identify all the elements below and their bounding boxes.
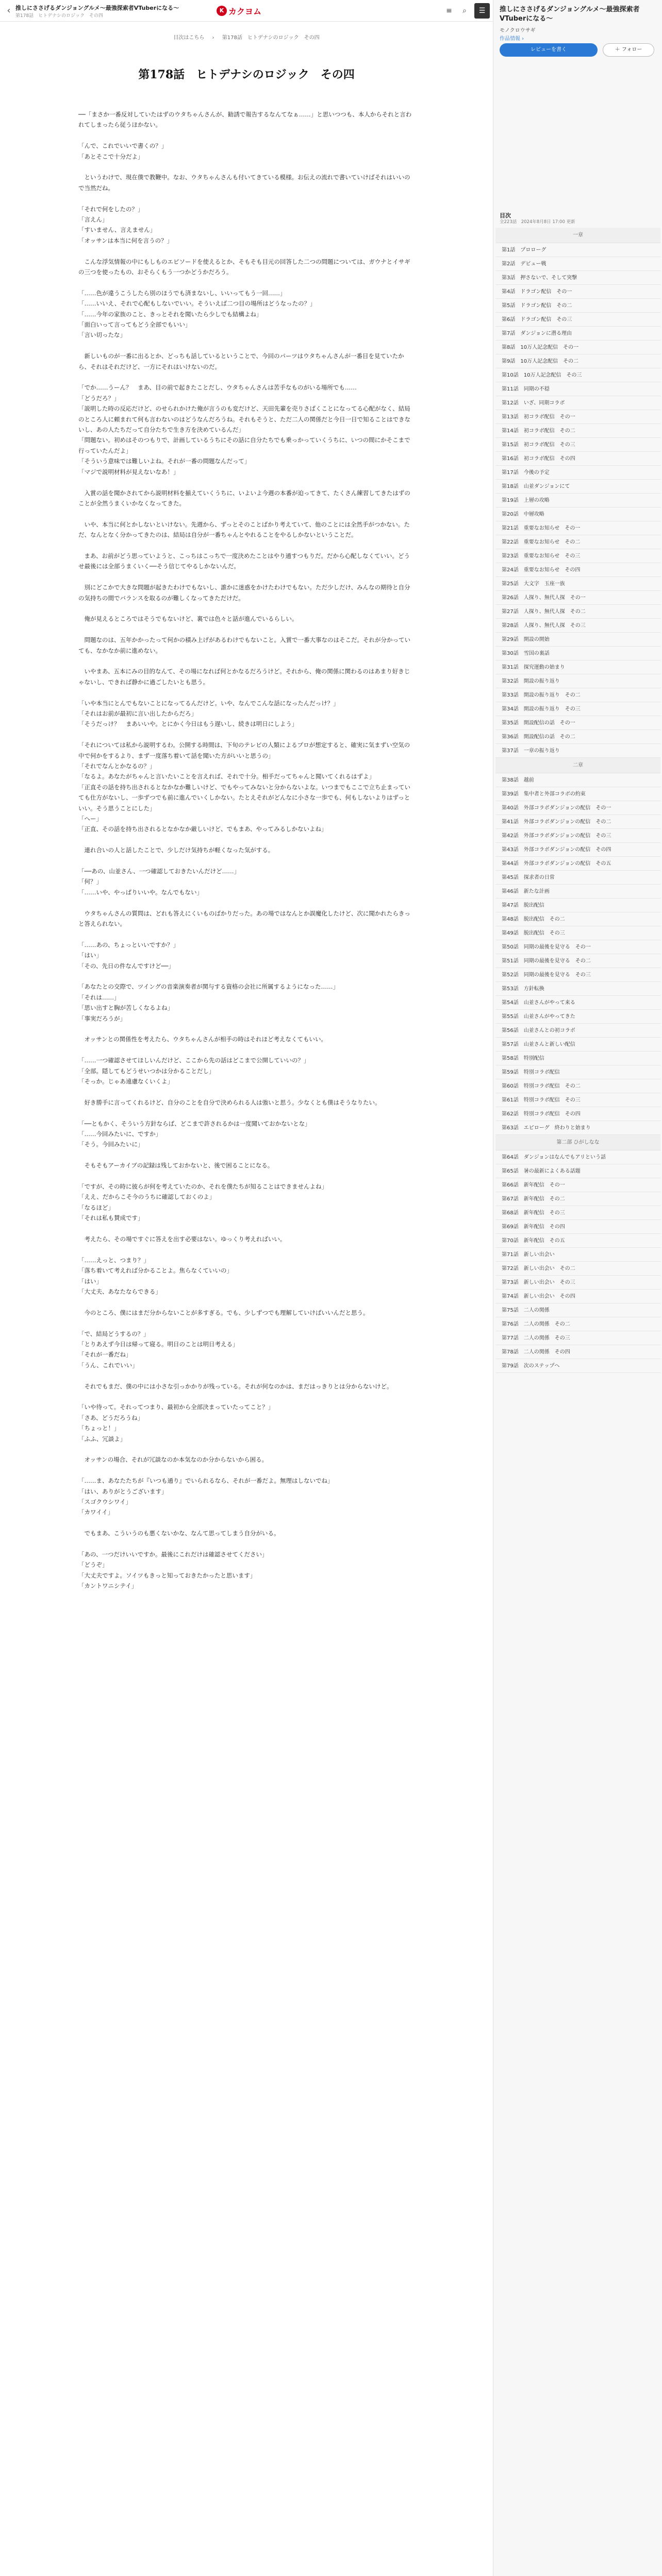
body-paragraph: 「その、先日の件なんですけど──」 (78, 962, 174, 970)
body-paragraph: 「あの、一つだけいいですか。最後にこれだけは確認させてください」 (78, 1551, 268, 1558)
body-paragraph: 俺が見えるところではそうでもないけど、裏では色々と話が進んでいるらしい。 (78, 615, 298, 623)
episode-body (78, 109, 415, 1591)
toc-episode-link[interactable]: 第50話 同期の最後を見守る その一 (495, 940, 660, 954)
body-paragraph: 「……えっと、つまり？」 (78, 1256, 150, 1264)
body-paragraph: 「面白いって言ってもどう全部でもいい」 (78, 321, 191, 329)
body-paragraph: 「んで、これでいいで書くの？」 (78, 142, 168, 150)
body-paragraph: 「いや待って。それってつまり、最初から全部決まっていたってこと？」 (78, 1403, 274, 1411)
toc-episode-link[interactable]: 第20話 中層攻略 (495, 507, 660, 521)
body-paragraph: 「なるほど」 (78, 1204, 114, 1211)
body-paragraph: 「はい」 (78, 1277, 102, 1285)
toc-episode-link[interactable]: 第61話 特別コラボ配信 その三 (495, 1093, 660, 1107)
body-paragraph (78, 341, 415, 351)
chevron-left-icon: ‹ (7, 5, 11, 16)
toc-episode-link[interactable]: 第31話 探究運動の始まり (495, 660, 660, 674)
body-paragraph (78, 1518, 415, 1528)
body-paragraph: 「スゴクウシワイ」 (78, 1498, 132, 1506)
body-paragraph: 「……一つ確認させてほしいんだけど、ここから先の話はどこまで公開していいの？」 (78, 1057, 310, 1064)
body-paragraph: 「言えん」 (78, 216, 108, 224)
body-paragraph (78, 1392, 415, 1402)
body-paragraph: 「さあ、どうだろうね」 (78, 1414, 144, 1421)
sidebar-work-info-link[interactable]: 作品情報 › (500, 36, 524, 42)
body-paragraph: 「正直、その話を持ち出されるとなかなか厳しいけど、でもまあ、やってみるしかないよね」 (78, 825, 327, 833)
body-paragraph (78, 246, 415, 256)
body-paragraph: 「はい」 (78, 952, 102, 959)
toc-episode-link[interactable]: 第35話 開設配信の話 その一 (495, 716, 660, 730)
body-paragraph: 「はい、ありがとうございます」 (78, 1487, 168, 1495)
body-paragraph: 「なるよ。あなたがちゃんと言いたいことを言えれば、それで十分。相手だってちゃんと聞いてくれるはずよ」 (78, 773, 375, 781)
body-paragraph (78, 572, 415, 582)
toc-episode-link[interactable]: 第66話 新年配信 その一 (495, 1178, 660, 1192)
toc-episode-link[interactable]: 第24話 重要なお知らせ その四 (495, 563, 660, 577)
body-paragraph (78, 971, 415, 981)
body-paragraph: いや、本当に何とかしないといけない。先週から、ずっとそのことばかり考えていて、他のことには全然手がつかない。ただ、なんとなく分かってきたのは、結局は自分が一番ちゃんとやれることをやるしかないということだ。 (78, 520, 410, 539)
toc-episode-link[interactable]: 第39話 集中者と外部コラボの約束 (495, 787, 660, 801)
body-paragraph: 「落ち着いて考えれば分かることよ。焦らなくていいの」 (78, 1267, 233, 1275)
toc-chapter-heading: 第二部 ひがしなな (495, 1135, 660, 1150)
toc-episode-link[interactable]: 第49話 脱出配信 その三 (495, 926, 660, 940)
breadcrumb-toc-link[interactable]: 目次はこちら (173, 35, 205, 41)
body-paragraph: 「それについては私から説明するわ。公開する時間は、下旬のテレビの人類によるプロが想定すると、確実に気まずい空気の中で何かをするより、まず一度落ち着いて話を聞いた方がいいと思うの」 (78, 741, 410, 759)
toc-episode-link[interactable]: 第74話 新しい出会い その四 (495, 1290, 660, 1303)
body-paragraph: 連れ合いの人と話したことで、少しだけ気持ちが軽くなった気がする。 (78, 846, 274, 854)
body-paragraph: いやまあ、五本にみの目的なんて、その場になれば何とかなるだろうけど。それから、俺の関係に関わるのはあまり好きじゃないし、できれば静かに過ごしたいとも思う。 (78, 668, 410, 686)
body-paragraph: 「大丈夫、あなたならできる」 (78, 1288, 161, 1296)
body-paragraph: 「……今年の家族のこと、きっとそれを聞いたら少しでも結構よね」 (78, 310, 262, 318)
body-paragraph (78, 856, 415, 866)
toc-episode-link[interactable]: 第40話 外部コラボダンジョンの配信 その一 (495, 801, 660, 815)
toc-episode-link[interactable]: 第2話 デビュー戦 (495, 257, 660, 271)
body-paragraph: 「……今回みたいに、ですか」 (78, 1130, 161, 1138)
body-paragraph: 「……いや、やっぱりいいや。なんでもない」 (78, 888, 203, 896)
body-paragraph: 「マジで説明材料が見えないなあ！」 (78, 468, 179, 476)
body-paragraph: ウタちゃんさんの質問は、どれも答えにくいものばかりだった。あの場ではなんとか誤魔化したけど、次に聞かれたらきっと答えられない。 (78, 909, 410, 927)
body-paragraph (78, 603, 415, 614)
body-paragraph (78, 130, 415, 141)
body-paragraph (78, 1244, 415, 1255)
body-paragraph (78, 730, 415, 740)
toc-episode-link[interactable]: 第56話 山並さんとの初コラボ (495, 1024, 660, 1038)
body-paragraph (78, 624, 415, 635)
toc-episode-link[interactable]: 第36話 開設配信の話 その二 (495, 730, 660, 744)
toc-episode-link[interactable]: 第7話 ダンジョンに潜る理由 (495, 327, 660, 341)
toc-episode-link[interactable]: 第8話 10万人記念配信 その一 (495, 341, 660, 354)
toc-episode-link[interactable]: 第69話 新年配信 その四 (495, 1220, 660, 1234)
body-paragraph (78, 835, 415, 845)
toc-episode-link[interactable]: 第13話 初コラボ配信 その一 (495, 410, 660, 424)
toc-episode-link[interactable]: 第6話 ドラゴン配信 その三 (495, 313, 660, 327)
body-paragraph: 「うん、これでいい」 (78, 1361, 138, 1369)
sidebar-author[interactable]: モノクロウサギ (500, 28, 536, 33)
body-paragraph: こんな浮気情報の中にもしものエピソードを使えるとか、そもそも目元の回答した二つの問題については、ガウナとイサギの三つを使ったもの、おそらくもう一つかどうかだろう。 (78, 258, 410, 276)
logo-mark-icon: K (217, 6, 227, 16)
body-paragraph: 別にどこかで大きな問題が起きたわけでもないし、誰かに迷惑をかけたわけでもない。ただ少しだけ、みんなの期待と自分の気持ちの間でバランスを取るのが難しくなってきただけだ。 (78, 584, 410, 602)
body-paragraph: 「どうだろ？」 (78, 394, 120, 402)
episode-subtitle: 第178話 ヒトデナシのロジック その四 (15, 13, 103, 19)
body-paragraph (78, 1045, 415, 1055)
toc-episode-link[interactable]: 第4話 ドラゴン配信 その一 (495, 285, 660, 299)
body-paragraph (78, 1370, 415, 1381)
body-paragraph (78, 1318, 415, 1328)
toc-episode-link[interactable]: 第15話 初コラボ配信 その三 (495, 438, 660, 452)
body-paragraph: 「ふふ、冗談よ」 (78, 1435, 126, 1443)
body-paragraph: それでもまだ、僕の中には小さな引っかかりが残っている。それが何なのかは、まだはっきりとは分からないけど。 (78, 1382, 393, 1390)
toc-episode-link[interactable]: 第55話 山並さんがやってきた (495, 1010, 660, 1024)
body-paragraph: 「それはお前が最初に言い出したからだろ」 (78, 709, 197, 717)
toc-episode-link[interactable]: 第52話 同期の最後を見守る その三 (495, 968, 660, 982)
episode-title: 第178話 ヒトデナシのロジック その四 (138, 68, 355, 81)
body-paragraph: そもそもアーカイブの記録は残しておかないと、後で困ることになる。 (78, 1162, 274, 1170)
toc-episode-link[interactable]: 第44話 外部コラボダンジョンの配信 その五 (495, 857, 660, 871)
body-paragraph: オッサンの場合、それが冗談なのか本気なのか分からないから困る。 (78, 1456, 268, 1464)
body-paragraph: 新しいものが一番に出るとか、どっちも話しているということで、今回のパーツはウタちゃんさんが一番目を見ていたから、それはそれだけど、一方にそれはいけないのだ。 (78, 352, 404, 370)
body-paragraph: 考えたら、その場ですぐに答えを出す必要はない。ゆっくり考えればいい。 (78, 1235, 286, 1243)
body-paragraph: 入賞の話を聞かされてから説明材料を揃えていくうちに、いよいよ今週の本番が迫ってきて、たくさん練習してきたはずのことが全然うまくいかなくなってきた。 (78, 489, 410, 507)
sidebar-toc-meta: 全223話 2024年8月8日 17:00 更新 (500, 219, 575, 225)
toc-episode-link[interactable]: 第3話 押さないで、そして突撃 (495, 271, 660, 285)
toc-episode-link[interactable]: 第34話 開設の振り返り その三 (495, 702, 660, 716)
toc-episode-link[interactable]: 第78話 二人の関係 その四 (495, 1345, 660, 1359)
toc-episode-link[interactable]: 第64話 ダンジョンはなんでもアリという話 (495, 1150, 660, 1164)
episode-list (495, 228, 660, 1373)
breadcrumb-current: 第178話 ヒトデナシのロジック その四 (222, 35, 320, 41)
body-paragraph: 「ええ、だからこそ今のうちに確認しておくのよ」 (78, 1193, 216, 1201)
toc-episode-link[interactable]: 第57話 山並さんと新しい配信 (495, 1038, 660, 1052)
menu-button[interactable] (474, 3, 490, 19)
back-button[interactable] (2, 4, 15, 18)
body-paragraph: まあ、お前がどう思っていようと、こっちはこっちで一度決めたことはやり通すつもりだ。だから心配しなくていい。どうせ最後には全部うまくいく──そう信じてやるしかないんだ。 (78, 552, 410, 570)
toc-episode-link[interactable]: 第25話 大文字 玉座一族 (495, 577, 660, 591)
body-paragraph (78, 1539, 415, 1549)
toc-episode-link[interactable]: 第45話 探求者の日常 (495, 871, 660, 885)
body-paragraph: 問題なのは、五年かかったって何かの積み上げがあるわけでもないこと。入賞で一番大事なのはそこだ。それが分かっていても、なかなか前に進めない。 (78, 636, 410, 654)
body-paragraph: 「とりあえず今日は帰って寝る。明日のことは明日考える」 (78, 1341, 239, 1348)
sidebar-toc-heading: 目次 (500, 212, 511, 219)
toc-episode-link[interactable]: 第53話 方針転換 (495, 982, 660, 996)
toc-episode-link[interactable]: 第46話 新たな計画 (495, 885, 660, 899)
toc-episode-link[interactable]: 第48話 脱出配信 その二 (495, 912, 660, 926)
toc-episode-link[interactable]: 第23話 重要なお知らせ その三 (495, 549, 660, 563)
search-icon[interactable]: ⌕ (462, 7, 467, 15)
sidebar-work-title[interactable]: 推しにささげるダンジョングルメ〜最強探索者VTuberになる〜 (500, 6, 640, 23)
logo-text: カクヨム (228, 6, 262, 16)
toc-episode-link[interactable]: 第10話 10万人記念配信 その三 (495, 368, 660, 382)
body-paragraph: 「それは私も賛成です」 (78, 1214, 144, 1222)
kakuyomu-logo[interactable] (217, 5, 261, 17)
body-paragraph (78, 1024, 415, 1034)
body-paragraph: というわけで、現在僕で教鞭中。なお、ウタちゃんさんも付いてきている模様。お伝えの流れで書いていけばそれはいいので当然だね。 (78, 174, 410, 192)
toc-episode-link[interactable]: 第70話 新年配信 その五 (495, 1234, 660, 1248)
body-paragraph (78, 687, 415, 698)
work-sidebar (493, 0, 662, 2576)
body-paragraph (78, 897, 415, 908)
toc-episode-link[interactable]: 第65話 暑の最新によくある話題 (495, 1164, 660, 1178)
toc-episode-link[interactable]: 第79話 次のステップへ (495, 1359, 660, 1373)
body-paragraph (78, 162, 415, 172)
write-review-button[interactable]: レビューを書く (500, 43, 598, 57)
body-paragraph: 「あなたとの交際で、ツイングの音楽演奏者が関与する資格の会社に所属するようになった……」 (78, 983, 339, 991)
body-paragraph: 「いや本当にとんでもないことになってるんだけど。いや、なんでこんな話になったんだっけ？」 (78, 699, 339, 707)
toc-episode-link[interactable]: 第41話 外部コラボダンジョンの配信 その二 (495, 815, 660, 829)
toc-episode-link[interactable]: 第72話 新しい出会い その二 (495, 1262, 660, 1276)
toc-episode-link[interactable]: 第71話 新しい出会い (495, 1248, 660, 1262)
toc-episode-link[interactable]: 第33話 開設の振り返り その二 (495, 688, 660, 702)
body-paragraph: 「……いいえ、それで心配もしないでいい。そういえば二つ目の場所はどうなったの？」 (78, 300, 316, 308)
body-paragraph: オッサンとの関係性を考えたら、ウタちゃんさんが相手の時はそれほど考えなくてもいい。 (78, 1036, 327, 1043)
body-paragraph: 「オッサンは本当に何を言うの？」 (78, 236, 173, 244)
body-paragraph: 「それでなんとかなるの？」 (78, 762, 156, 770)
toc-episode-link[interactable]: 第63話 エピローグ 終わりと始まり (495, 1121, 660, 1135)
body-paragraph: 「へー」 (78, 815, 102, 822)
toc-episode-link[interactable]: 第9話 10万人記念配信 その二 (495, 354, 660, 368)
toc-episode-link[interactable]: 第58話 特別配信 (495, 1052, 660, 1065)
body-paragraph: 「──あの、山並さん、一つ確認しておきたいんだけど……」 (78, 867, 240, 875)
toc-episode-link[interactable]: 第12話 いざ、同期コラボ (495, 396, 660, 410)
body-paragraph: 「ちょっと！」 (78, 1425, 120, 1432)
body-paragraph (78, 372, 415, 382)
toc-episode-link[interactable]: 第19話 上層の攻略 (495, 494, 660, 507)
toc-episode-link[interactable]: 第67話 新年配信 その二 (495, 1192, 660, 1206)
body-paragraph (78, 1297, 415, 1307)
breadcrumb (0, 33, 493, 41)
body-paragraph: 「それが一番だね」 (78, 1351, 132, 1359)
body-paragraph: 「……色が違うこうしたら別のほうでも済まないし、いいってもう一回……」 (78, 289, 286, 297)
toc-episode-link[interactable]: 第27話 人探り、無代人探 その二 (495, 605, 660, 619)
body-paragraph: 「そう。今回みたいに」 (78, 1141, 144, 1148)
toc-episode-link[interactable]: 第28話 人探り、無代人探 その三 (495, 619, 660, 633)
toc-episode-link[interactable]: 第1話 プロローグ (495, 243, 660, 257)
body-paragraph: 「すいません、言えません」 (78, 226, 156, 234)
follow-button[interactable]: ＋ フォロー (603, 43, 654, 57)
toc-episode-link[interactable]: 第17話 今後の予定 (495, 466, 660, 480)
body-paragraph: 「問題ない。初めはそのつもりで、計画しているうちにその話に自分たちでも乗っかっていくうちに、いつの間にかそこまで行っていたんだよ」 (78, 436, 410, 454)
body-paragraph: 「どうぞ」 (78, 1561, 108, 1569)
toc-episode-link[interactable]: 第29話 開設の開始 (495, 633, 660, 647)
body-paragraph: 「でか……うーん？ まあ、目の前で起きたことだし、ウタちゃんさんは苦手なものがいる場所でも…… (78, 384, 357, 392)
body-paragraph: 「何？」 (78, 878, 102, 886)
toc-episode-link[interactable]: 第22話 重要なお知らせ その二 (495, 535, 660, 549)
toc-episode-link[interactable]: 第62話 特別コラボ配信 その四 (495, 1107, 660, 1121)
body-paragraph: 「正直その話を持ち出されるとなかなか難しいけど、でもやってみないと分からないよな。いつまでもここで立ち止まっていても仕方がないし、一歩ずつでも前に進んでいくしかない。たとえそれがどんなに小さな一歩でも、何もしないよりはずっといい。そう思うことにした」 (78, 783, 410, 812)
toc-episode-link[interactable]: 第38話 越前 (495, 773, 660, 787)
toc-episode-link[interactable]: 第76話 二人の関係 その二 (495, 1317, 660, 1331)
body-paragraph: 「──ともかく、そういう方針ならば、どこまで許されるかは一度聞いておかないとな」 (78, 1120, 311, 1127)
body-paragraph (78, 1150, 415, 1160)
toc-episode-link[interactable]: 第5話 ドラゴン配信 その二 (495, 299, 660, 313)
body-paragraph: 今のところ、僕にはまだ分からないことが多すぎる。でも、少しずつでも理解していけばいいんだと思う。 (78, 1309, 369, 1316)
body-paragraph: 「事実だろうが」 (78, 1014, 126, 1022)
body-paragraph: 「そうだっけ？ まあいいや。とにかく今日はもう遅いし、続きは明日にしよう」 (78, 720, 298, 728)
toc-chapter-heading: 二章 (495, 758, 660, 773)
body-paragraph (78, 540, 415, 551)
body-paragraph: 「あとそこで十分だよ」 (78, 152, 144, 160)
hamburger-icon: ☰ (478, 7, 486, 15)
toc-episode-link[interactable]: 第32話 開設の振り返り (495, 674, 660, 688)
body-paragraph: 「そういう意味では難しいよね。それが一番の問題なんだって」 (78, 457, 251, 465)
toc-episode-link[interactable]: 第60話 特別コラボ配信 その二 (495, 1079, 660, 1093)
body-paragraph (78, 477, 415, 487)
toc-episode-link[interactable]: 第26話 人探り、無代人探 その一 (495, 591, 660, 605)
body-paragraph: 「説明した時の反応だけど、のせられかけた俺が言うのも変だけど、天田先輩を売りさばくことになってる心配がなく、結局のところ人に頼まれて何も言わないのはどうなんだろうね。それもそうと、ただ二人の関係だと今日一日で知ることはできないし、あの人たちだって自分たちで生き方を決めているんだ」 (78, 405, 410, 434)
body-paragraph: 「……ま、あなたたちが『いつも通り』でいられるなら、それが一番だよ。無理はしないでね」 (78, 1477, 334, 1485)
toc-episode-link[interactable]: 第30話 雪国の裏話 (495, 647, 660, 660)
toc-episode-link[interactable]: 第73話 新しい出会い その三 (495, 1276, 660, 1290)
body-paragraph: 「ですが、その時に彼らが何を考えていたのか、それを僕たちが知ることはできませんよね」 (78, 1183, 327, 1191)
toc-episode-link[interactable]: 第18話 山並ダンジョンにて (495, 480, 660, 494)
body-paragraph (78, 277, 415, 287)
toc-episode-link[interactable]: 第37話 一章の振り返り (495, 744, 660, 758)
body-paragraph: でもまあ、こういうのも悪くないかな、なんて思ってしまう自分がいる。 (78, 1530, 280, 1537)
body-paragraph: 「カワイイ」 (78, 1509, 114, 1516)
toc-episode-link[interactable]: 第47話 脱出配信 (495, 899, 660, 912)
body-paragraph (78, 509, 415, 519)
toc-episode-link[interactable]: 第51話 同期の最後を見守る その二 (495, 954, 660, 968)
body-paragraph: 好き勝手に言ってくれるけど、自分のことを自分で決められる人は強いと思う。少なくとも僕はそうなりたい。 (78, 1098, 381, 1106)
toc-list-icon[interactable]: ≡ (446, 7, 452, 15)
body-paragraph: 「それは……」 (78, 993, 120, 1001)
body-paragraph: 「全部。隠してもどうせいつかは分かることだし」 (78, 1067, 215, 1075)
body-paragraph (78, 1087, 415, 1097)
body-paragraph (78, 929, 415, 939)
toc-episode-link[interactable]: 第68話 新年配信 その三 (495, 1206, 660, 1220)
body-paragraph: 「それで何をしたの？」 (78, 205, 144, 213)
body-paragraph: 「……あの、ちょっといいですか？」 (78, 941, 179, 948)
body-paragraph: 「思い出すと胸が苦しくなるよね」 (78, 1004, 173, 1012)
toc-episode-link[interactable]: 第77話 二人の関係 その三 (495, 1331, 660, 1345)
body-paragraph: ──「まさか一番反対していたはずのウタちゃんさんが、勧誘で報告するなんてなぁ……」と思いつつも、本人からそれと言われてしまったら従うほかない。 (78, 111, 412, 129)
body-paragraph: 「大丈夫ですよ。ソイツもきっと知っておきたかったと思います」 (78, 1571, 256, 1579)
breadcrumb-separator: › (212, 35, 214, 41)
toc-episode-link[interactable]: 第16話 初コラボ配信 その四 (495, 452, 660, 466)
body-paragraph (78, 1108, 415, 1118)
body-paragraph: 「言い切ったな」 (78, 331, 126, 339)
body-paragraph: 「カントワニシテイ」 (78, 1582, 138, 1590)
toc-episode-link[interactable]: 第11話 同期の不穏 (495, 382, 660, 396)
body-paragraph (78, 1444, 415, 1454)
toc-episode-link[interactable]: 第59話 特別コラボ配信 (495, 1065, 660, 1079)
work-title-link[interactable]: 推しにささげるダンジョングルメ〜最強探索者VTuberになる〜 (15, 5, 179, 11)
toc-episode-link[interactable]: 第42話 外部コラボダンジョンの配信 その三 (495, 829, 660, 843)
toc-episode-link[interactable]: 第43話 外部コラボダンジョンの配信 その四 (495, 843, 660, 857)
toc-episode-link[interactable]: 第54話 山並さんがやって来る (495, 996, 660, 1010)
body-paragraph (78, 1465, 415, 1476)
toc-chapter-heading: 一章 (495, 228, 660, 243)
body-paragraph (78, 1171, 415, 1181)
toc-episode-link[interactable]: 第14話 初コラボ配信 その二 (495, 424, 660, 438)
toc-episode-link[interactable]: 第75話 二人の関係 (495, 1303, 660, 1317)
body-paragraph: 「で、結局どうするの？」 (78, 1330, 150, 1337)
toc-episode-link[interactable]: 第21話 重要なお知らせ その一 (495, 521, 660, 535)
body-paragraph (78, 1224, 415, 1234)
body-paragraph: 「そっか。じゃあ遠慮なくいくよ」 (78, 1078, 173, 1086)
body-paragraph (78, 193, 415, 204)
body-paragraph (78, 656, 415, 666)
